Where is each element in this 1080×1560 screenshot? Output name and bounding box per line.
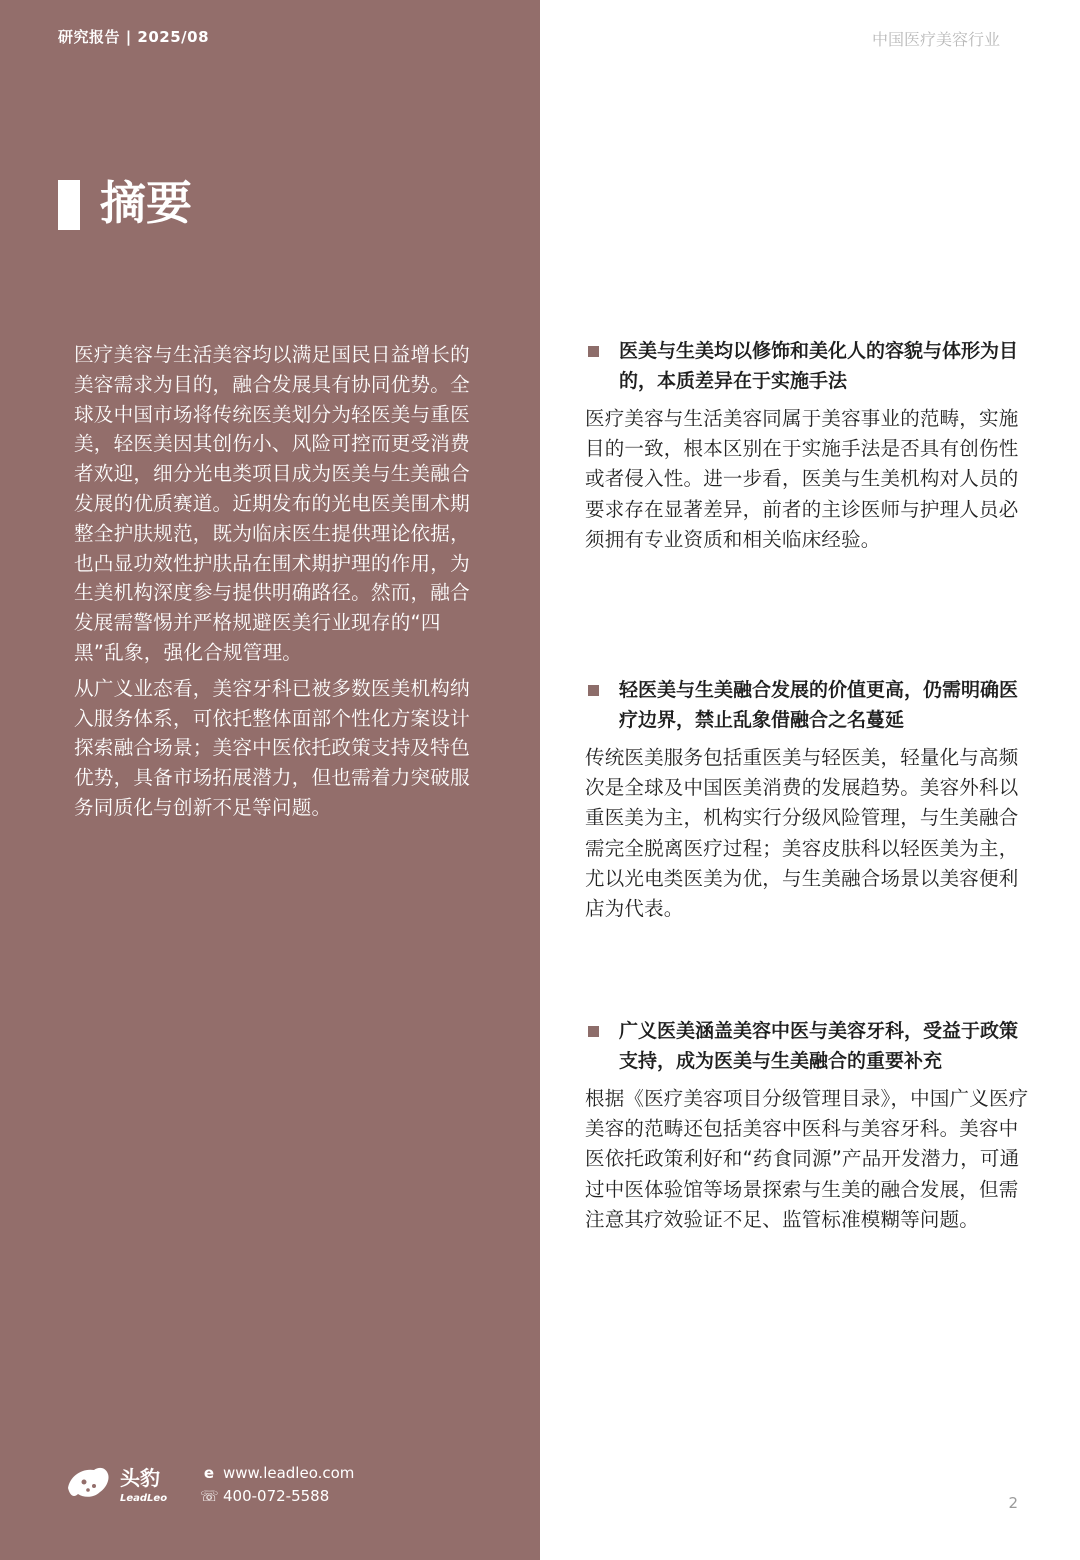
section-body: 根据《医疗美容项目分级管理目录》，中国广义医疗美容的范畴还包括美容中医科与美容牙科。美容中医依托政策利好和“药食同源”产品开发潜力，可通过中医体验馆等场景探索与生美的融合发展，但需注意其疗效验证不足、监管标准模糊等问题。	[585, 1087, 1029, 1231]
leopard-logo-icon	[64, 1458, 174, 1506]
phone-row	[200, 1485, 354, 1508]
title-accent-bar	[58, 180, 80, 230]
key-point-section	[585, 336, 1035, 555]
website-link[interactable]: www.leadleo.com	[223, 1464, 355, 1482]
industry-header: 中国医疗美容行业	[871, 30, 1000, 49]
section-body: 医疗美容与生活美容同属于美容事业的范畴，实施目的一致，根本区别在于实施手法是否具有创伤性或者侵入性。进一步看，医美与生美机构对人员的要求存在显著差异，前者的主诊医师与护理人员必须拥有专业资质和相关临床经验。	[585, 407, 1019, 551]
page-title: 摘要	[100, 176, 192, 230]
phone-icon: ☏	[200, 1487, 219, 1505]
key-point-section	[585, 1016, 1035, 1235]
section-heading	[585, 336, 1035, 396]
page-number: 2	[1008, 1494, 1018, 1512]
section-heading-text: 广义医美涵盖美容中医与美容牙科，受益于政策支持，成为医美与生美融合的重要补充	[619, 1020, 1019, 1072]
square-bullet-icon	[588, 346, 599, 357]
section-heading-text: 轻医美与生美融合发展的价值更高，仍需明确医疗边界，禁止乱象借融合之名蔓延	[619, 679, 1019, 731]
section-heading-text: 医美与生美均以修饰和美化人的容貌与体形为目的，本质差异在于实施手法	[619, 340, 1019, 392]
summary-paragraph: 医疗美容与生活美容均以满足国民日益增长的美容需求为目的，融合发展具有协同优势。全球及中国市场将传统医美划分为轻医美与重医美，轻医美因其创伤小、风险可控而更受消费者欢迎，细分光电类项目成为医美与生美融合发展的优质赛道。近期发布的光电医美围术期整全护肤规范，既为临床医生提供理论依据，也凸显功效性护肤品在围术期护理的作用，为生美机构深度参与提供明确路径。然而，融合发展需警惕并严格规避医美行业现存的“四黑”乱象，强化合规管理。	[74, 343, 470, 664]
website-row[interactable]	[200, 1462, 354, 1485]
key-point-section	[585, 675, 1035, 924]
square-bullet-icon	[588, 1026, 599, 1037]
section-heading	[585, 1016, 1035, 1076]
summary-text	[74, 340, 486, 829]
summary-paragraph: 从广义业态看，美容牙科已被多数医美机构纳入服务体系，可依托整体面部个性化方案设计探索融合场景；美容中医依托政策支持及特色优势，具备市场拓展潜力，但也需着力突破服务同质化与创新不足等问题。	[74, 676, 470, 819]
leadleo-logo	[64, 1458, 174, 1506]
contact-info	[200, 1462, 354, 1508]
phone-number: 400-072-5588	[223, 1487, 330, 1505]
svg-text:LeadLeo: LeadLeo	[120, 1493, 168, 1504]
svg-text:头豹: 头豹	[120, 1466, 160, 1490]
square-bullet-icon	[588, 685, 599, 696]
section-heading	[585, 675, 1035, 735]
report-date-header: 研究报告 | 2025/08	[58, 28, 210, 46]
globe-icon: e	[203, 1464, 215, 1482]
section-body: 传统医美服务包括重医美与轻医美，轻量化与高频次是全球及中国医美消费的发展趋势。美容外科以重医美为主，机构实行分级风险管理，与生美融合需完全脱离医疗过程；美容皮肤科以轻医美为主，尤以光电类医美为优，与生美融合场景以美容便利店为代表。	[585, 746, 1019, 921]
